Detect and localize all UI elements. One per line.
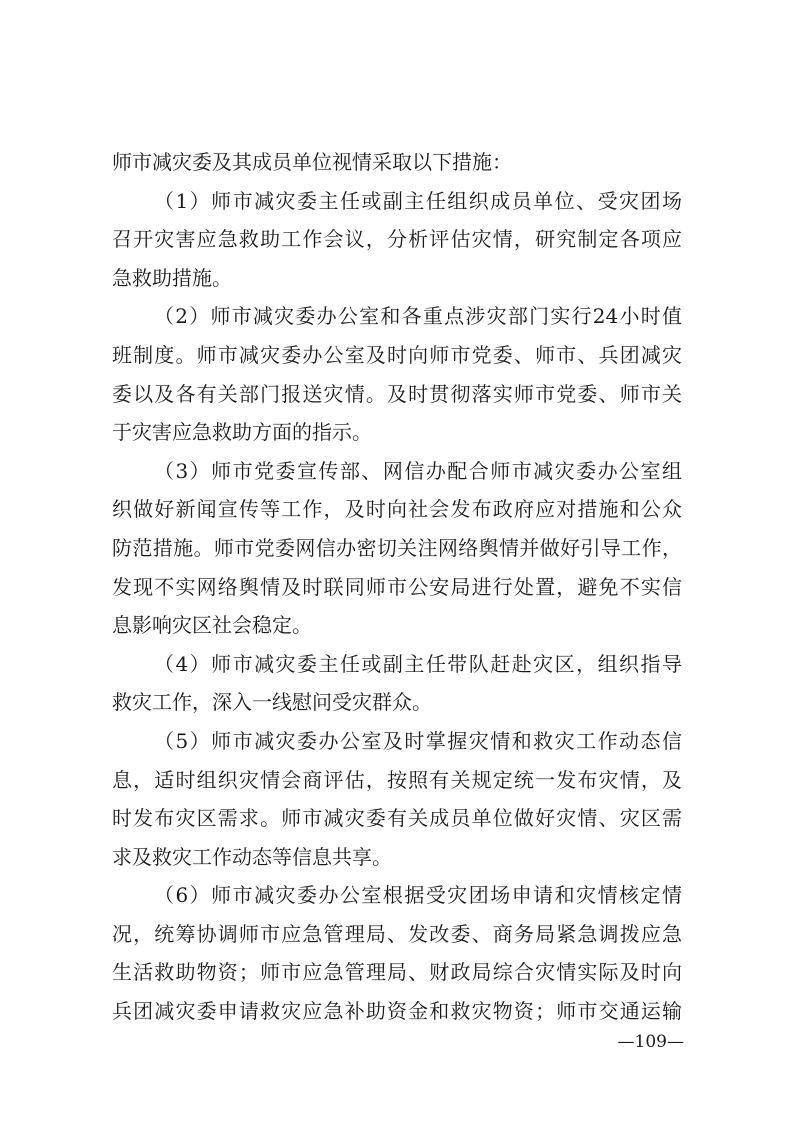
text-line: （3）师市党委宣传部、网信办配合师市减灾委办公室组 bbox=[154, 458, 682, 483]
text-line: 召开灾害应急救助工作会议，分析评估灾情，研究制定各项应 bbox=[112, 227, 682, 252]
text-line: 防范措施。师市党委网信办密切关注网络舆情并做好引导工作， bbox=[112, 535, 682, 560]
text-line: 生活救助物资；师市应急管理局、财政局综合灾情实际及时向 bbox=[112, 960, 682, 985]
text-line: 急救助措施。 bbox=[112, 265, 232, 290]
text-line: （2）师市减灾委办公室和各重点涉灾部门实行24小时值 bbox=[154, 304, 682, 329]
text-line: （1）师市减灾委主任或副主任组织成员单位、受灾团场 bbox=[154, 188, 682, 213]
body-text bbox=[112, 143, 682, 1031]
text-line: （6）师市减灾委办公室根据受灾团场申请和灾情核定情 bbox=[154, 883, 682, 908]
text-line: 班制度。师市减灾委办公室及时向师市党委、师市、兵团减灾 bbox=[112, 342, 682, 367]
text-line: （4）师市减灾委主任或副主任带队赶赴灾区，组织指导 bbox=[154, 651, 682, 676]
text-line: 况，统筹协调师市应急管理局、发改委、商务局紧急调拨应急 bbox=[112, 921, 682, 946]
text-line: 于灾害应急救助方面的指示。 bbox=[112, 420, 372, 445]
text-line: 求及救灾工作动态等信息共享。 bbox=[112, 844, 392, 869]
text-line: 息影响灾区社会稳定。 bbox=[112, 613, 312, 638]
text-line: 师市减灾委及其成员单位视情采取以下措施： bbox=[112, 150, 512, 174]
text-line: （5）师市减灾委办公室及时掌握灾情和救灾工作动态信 bbox=[154, 728, 682, 753]
text-line: 救灾工作，深入一线慰问受灾群众。 bbox=[112, 690, 432, 715]
text-line: 兵团减灾委申请救灾应急补助资金和救灾物资；师市交通运输 bbox=[112, 999, 682, 1024]
text-line: 时发布灾区需求。师市减灾委有关成员单位做好灾情、灾区需 bbox=[112, 806, 682, 831]
text-line: 息，适时组织灾情会商评估，按照有关规定统一发布灾情，及 bbox=[112, 767, 682, 792]
text-line: 委以及各有关部门报送灾情。及时贯彻落实师市党委、师市关 bbox=[112, 381, 682, 406]
text-line: 发现不实网络舆情及时联同师市公安局进行处置，避免不实信 bbox=[112, 574, 682, 599]
text-line: 织做好新闻宣传等工作，及时向社会发布政府应对措施和公众 bbox=[112, 497, 682, 522]
page-number: —109— bbox=[617, 1032, 684, 1052]
